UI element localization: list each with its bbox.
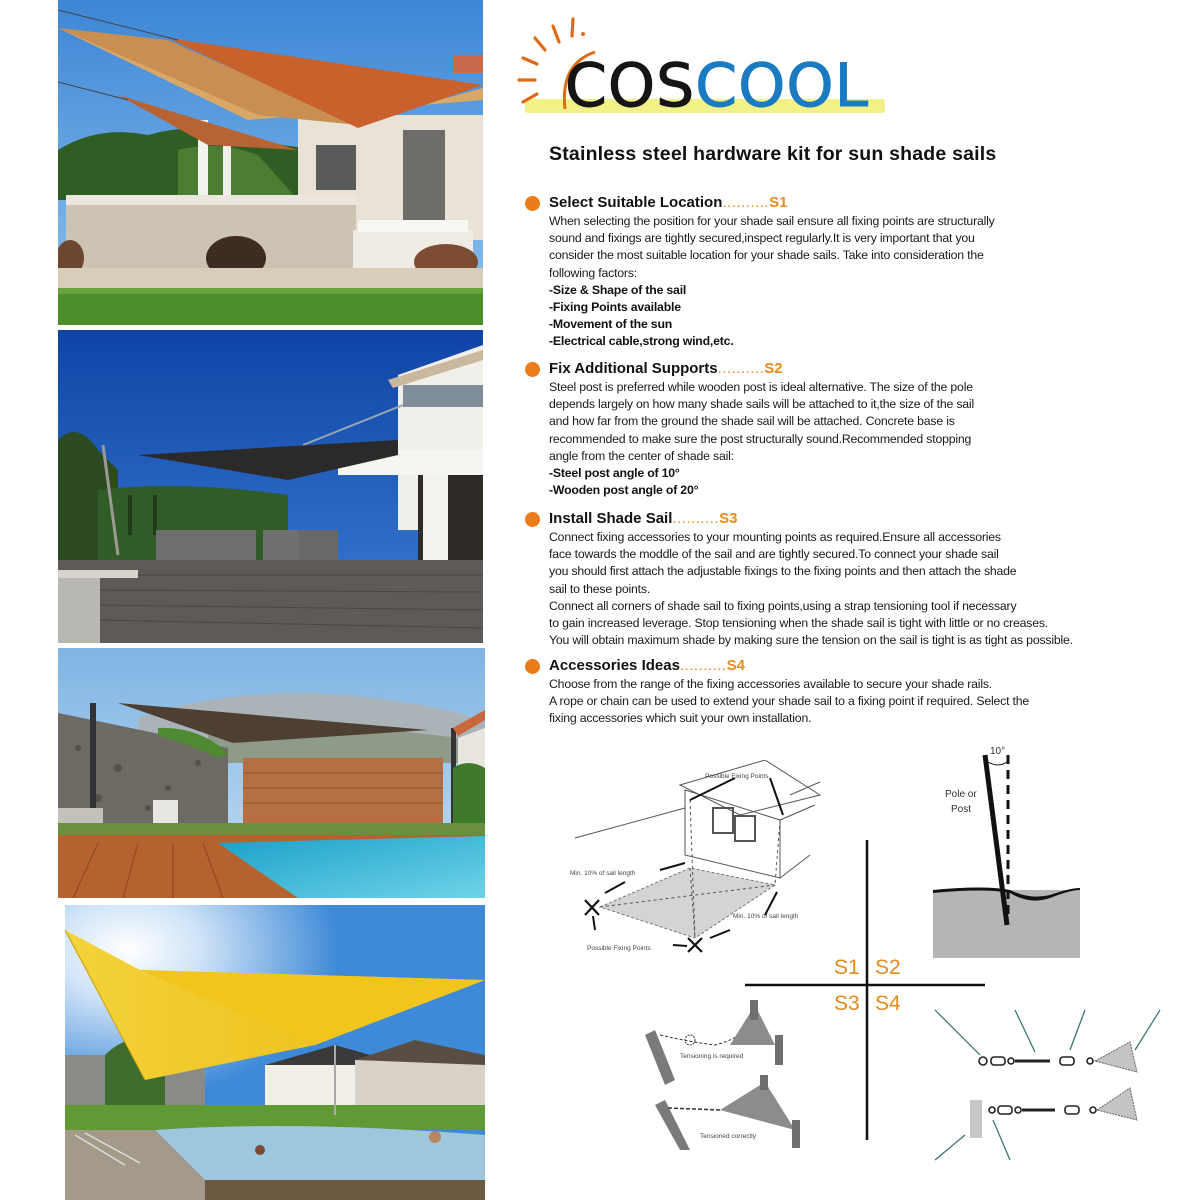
svg-text:10°: 10° xyxy=(990,746,1006,757)
bullet-icon xyxy=(525,512,540,527)
svg-text:Min. 10% of sail length: Min. 10% of sail length xyxy=(570,870,636,877)
svg-text:Tensioning is required: Tensioning is required xyxy=(680,1053,744,1060)
section-heading: Select Suitable Location..........S1 xyxy=(549,194,788,211)
brand-name-part2: COOL xyxy=(695,51,869,121)
section-body: Choose from the range of the fixing accessories available to secure your shade rails. A rope or chain can be used to extend your shade sail to a fixing point if required. Select the fixing accessories which suit your own installation. xyxy=(549,677,1030,726)
photo-dark-sail-villa-deck xyxy=(58,330,483,643)
quadrant-label-s2: S2 xyxy=(875,956,901,979)
section-heading: Accessories Ideas..........S4 xyxy=(549,657,745,674)
brand-name-part1: COS xyxy=(565,51,696,121)
section-heading: Fix Additional Supports..........S2 xyxy=(549,360,783,377)
section-fix-supports xyxy=(525,359,1185,499)
factor-item: -Steel post angle of 10° xyxy=(549,466,680,481)
svg-text:Post: Post xyxy=(951,804,972,815)
section-body: Steel post is preferred while wooden post is ideal alternative. The size of the pole depends largely on how many shade sails will be attached to it,the size of the sail and how far from the ground the shade sail will be attached. Concrete base is recommended to make sure the post structurally sound.Recommended stopping angle from the center of shade sail: -Steel post angle of 10° -Wooden post angle of 20° xyxy=(549,379,1185,499)
quadrant-label-s1: S1 xyxy=(834,956,860,979)
brand-logo xyxy=(515,14,895,124)
photo-yellow-sail-public-pool xyxy=(65,905,485,1200)
step-tag: S2 xyxy=(764,360,783,377)
quadrant-label-s3: S3 xyxy=(834,992,860,1015)
step-tag: S4 xyxy=(726,657,745,674)
photo-sail-over-pool-stone-wall xyxy=(58,648,485,898)
section-body: When selecting the position for your shade sail ensure all fixing points are structurally sound and fixings are tightly secured,inspect regularly.It is very important that you consider the most suitable location for your shade sails. Take into consideration the following factors: -Size & Shape of the sail -Fixing Points available -Movement of the sun -Electrical cable,strong wind,etc. xyxy=(549,213,1185,351)
bullet-icon xyxy=(525,196,540,211)
photo-terracotta-sails-patio xyxy=(58,0,483,325)
bullet-icon xyxy=(525,659,540,674)
factor-item: -Wooden post angle of 20° xyxy=(549,483,699,498)
svg-text:Possible Fixing Points: Possible Fixing Points xyxy=(587,945,651,952)
quadrant-label-s4: S4 xyxy=(875,992,901,1015)
svg-text:Tensioned correctly: Tensioned correctly xyxy=(700,1133,756,1140)
section-install-sail xyxy=(525,509,1185,649)
svg-text:Possible Fixing Points: Possible Fixing Points xyxy=(705,773,769,780)
factor-item: -Electrical cable,strong wind,etc. xyxy=(549,334,734,349)
bullet-icon xyxy=(525,362,540,377)
section-select-location xyxy=(525,193,1185,351)
factor-item: -Fixing Points available xyxy=(549,300,681,315)
page-title: Stainless steel hardware kit for sun shade sails xyxy=(549,143,997,165)
diagram-tensioning xyxy=(640,1000,810,1150)
svg-text:Pole or: Pole or xyxy=(945,789,977,800)
step-tag: S1 xyxy=(769,194,788,211)
section-heading: Install Shade Sail..........S3 xyxy=(549,510,738,527)
section-body: Connect fixing accessories to your mounting points as required.Ensure all accessories face towards the moddle of the sail and are tightly secured.To connect your shade sail you should first attach the adjustable fixings to the fixing points and then attach the shade sail to these points. Connect all corners of shade sail to fixing points,using a strap tensioning tool if necessary to gain increased leverage. Stop tensioning when the shade sail is tight with little or no creases. You will obtain maximum shade by making sure the tension on the sail is tight is as tight as possible. xyxy=(549,530,1073,648)
factor-item: -Movement of the sun xyxy=(549,317,673,332)
step-tag: S3 xyxy=(719,510,738,527)
factor-item: -Size & Shape of the sail xyxy=(549,282,687,297)
brand-wordmark xyxy=(565,51,869,121)
diagram-hardware-accessories xyxy=(925,1000,1195,1170)
section-accessories xyxy=(525,656,1185,728)
svg-text:Min. 10% of sail length: Min. 10% of sail length xyxy=(733,913,799,920)
